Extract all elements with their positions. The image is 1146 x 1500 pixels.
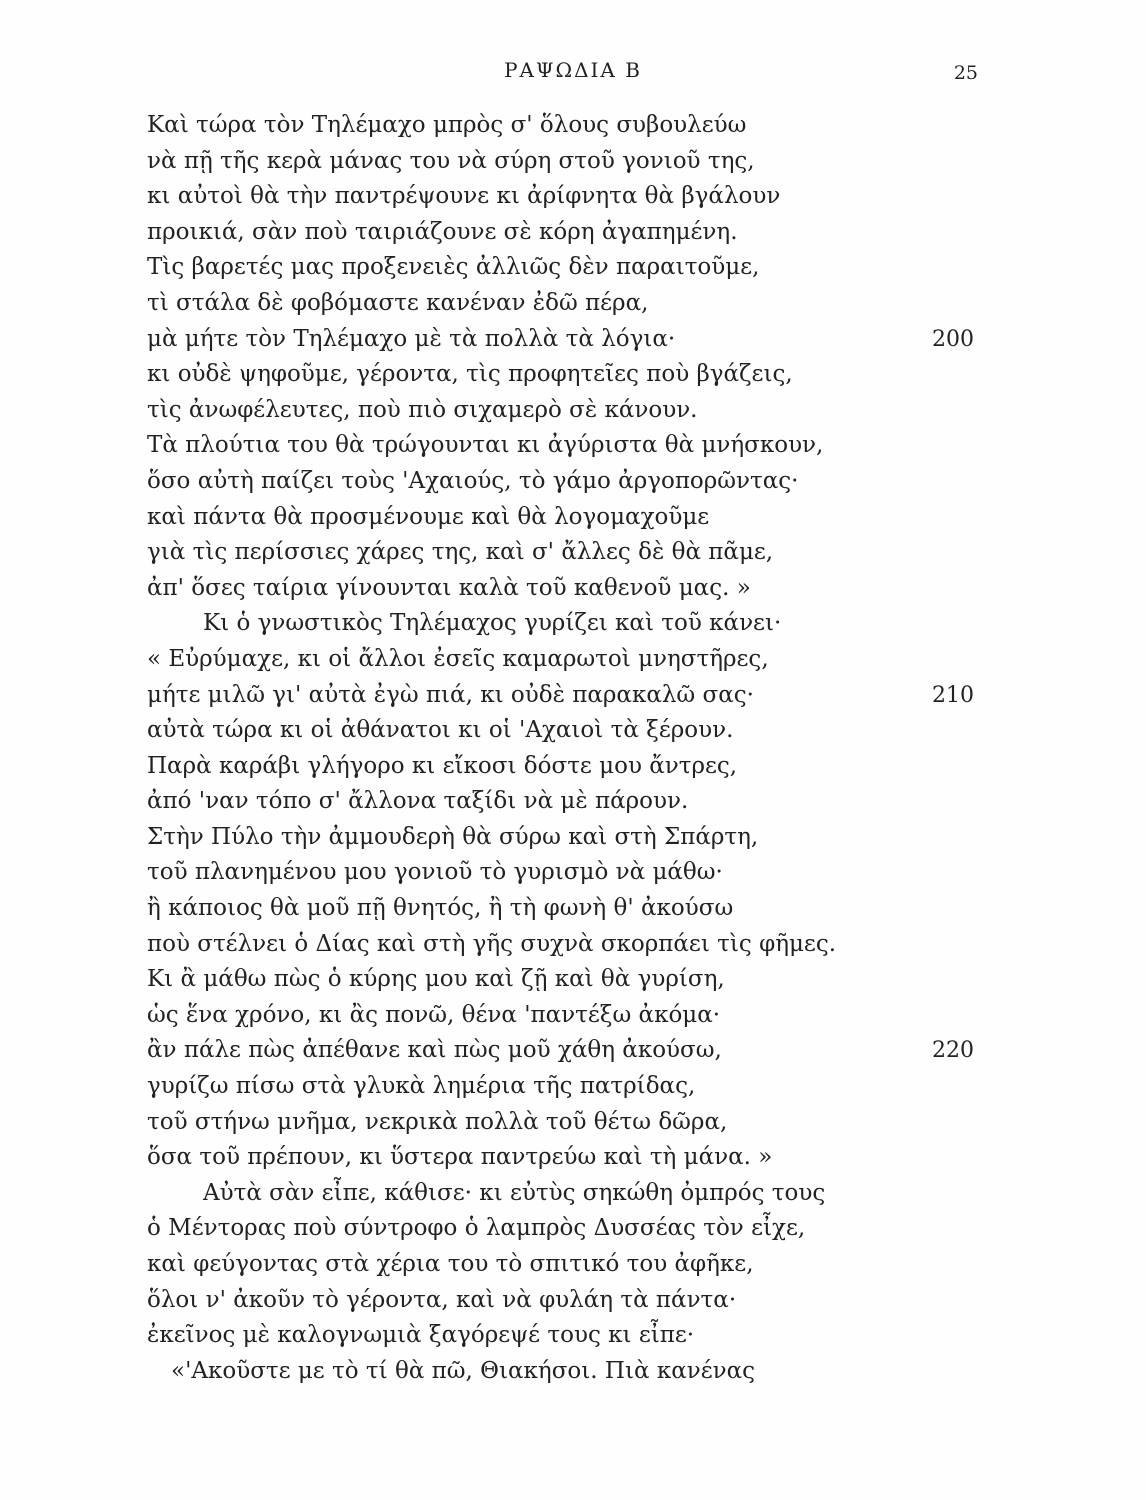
verse-text: ποὺ στέλνει ὁ Δίας καὶ στὴ γῆς συχνὰ σκορπάει τὶς φῆμες.	[147, 930, 837, 957]
verse-text: ὁ Μέντορας ποὺ σύντροφο ὁ λαμπρὸς Δυσσέας τὸν εἶχε,	[147, 1215, 806, 1242]
verse-text: κι οὐδὲ ψηφοῦμε, γέροντα, τὶς προφητεῖες ποὺ βγάζεις,	[147, 361, 793, 388]
verse-text: μὰ μήτε τὸν Τηλέμαχο μὲ τὰ πολλὰ τὰ λόγια·	[147, 325, 676, 352]
verse-line	[147, 500, 887, 536]
verse-text: μήτε μιλῶ γι' αὐτὰ ἐγὼ πιά, κι οὐδὲ παρακαλῶ σας·	[147, 681, 754, 708]
verse-line	[147, 713, 887, 749]
line-number: 200	[932, 326, 974, 352]
verse-text: προικιά, σὰν ποὺ ταιριάζουνε σὲ κόρη ἀγαπημένη.	[147, 218, 738, 245]
verse-line	[147, 891, 887, 927]
verse-line	[147, 642, 887, 678]
verse-line	[147, 108, 887, 144]
verse-line	[147, 1105, 887, 1141]
verse-text: τοῦ στήνω μνῆμα, νεκρικὰ πολλὰ τοῦ θέτω δῶρα,	[147, 1108, 728, 1135]
verse-text: ἀπό 'ναν τόπο σ' ἄλλονα ταξίδι νὰ μὲ πάρουν.	[147, 788, 689, 815]
running-title: ΡΑΨΩΔΙΑ Β	[504, 58, 642, 82]
verse-text: γυρίζω πίσω στὰ γλυκὰ λημέρια τῆς πατρίδας,	[147, 1073, 696, 1100]
verse-text: τὶ στάλα δὲ φοβόμαστε κανέναν ἐδῶ πέρα,	[147, 289, 649, 316]
verse-text: ἐκεῖνος μὲ καλογνωμιὰ ξαγόρεψέ τους κι εἶπε·	[147, 1322, 695, 1349]
verse-line	[147, 855, 887, 891]
verse-text: καὶ φεύγοντας στὰ χέρια του τὸ σπιτικό του ἀφῆκε,	[147, 1251, 754, 1277]
line-number: 220	[932, 1038, 974, 1064]
verse-text: «'Ακοῦστε με τὸ τί θὰ πῶ, Θιακήσοι. Πιὰ κανένας	[171, 1357, 756, 1384]
verse-line	[147, 464, 887, 500]
page-header	[0, 58, 1146, 88]
verse-text: ὡς ἕνα χρόνο, κι ἂς πονῶ, θένα 'παντέξω ἀκόμα·	[147, 1001, 721, 1028]
verse-text: Κι ἂ μάθω πὼς ὁ κύρης μου καὶ ζῇ καὶ θὰ γυρίση,	[147, 966, 725, 993]
poem-text	[147, 108, 974, 1389]
verse-text: καὶ πάντα θὰ προσμένουμε καὶ θὰ λογομαχοῦμε	[147, 503, 710, 530]
verse-line	[147, 1211, 887, 1247]
verse-text: ὅσο αὐτὴ παίζει τοὺς 'Αχαιούς, τὸ γάμο ἀργοπορῶντας·	[147, 467, 799, 494]
verse-text: νὰ πῇ τῆς κερὰ μάνας του νὰ σύρη στοῦ γονιοῦ της,	[147, 147, 755, 174]
verse-line	[147, 357, 887, 393]
verse-text: Τὰ πλούτια του θὰ τρώγουνται κι ἀγύριστα θὰ μνήσκουν,	[147, 432, 824, 459]
line-number: 210	[932, 682, 974, 708]
verse-text: αὐτὰ τώρα κι οἱ ἀθάνατοι κι οἱ 'Αχαιοὶ τὰ ξέρουν.	[147, 717, 734, 744]
verse-text: ἀπ' ὅσες ταίρια γίνουνται καλὰ τοῦ καθενοῦ μας. »	[147, 574, 751, 601]
verse-text: γιὰ τὶς περίσσιες χάρες της, καὶ σ' ἄλλες δὲ θὰ πᾶμε,	[147, 539, 774, 566]
verse-line	[147, 1318, 887, 1354]
verse-text: Κι ὁ γνωστικὸς Τηλέμαχος γυρίζει καὶ τοῦ κάνει·	[203, 610, 782, 637]
verse-text: ὅσα τοῦ πρέπουν, κι ὕστερα παντρεύω καὶ τὴ μάνα. »	[147, 1144, 773, 1171]
verse-line	[147, 215, 887, 251]
verse-text: τὶς ἀνωφέλευτες, ποὺ πιὸ σιχαμερὸ σὲ κάνουν.	[147, 396, 698, 423]
verse-text: τοῦ πλανημένου μου γονιοῦ τὸ γυρισμὸ νὰ μάθω·	[147, 859, 723, 886]
verse-line	[147, 678, 974, 714]
verse-line	[147, 927, 887, 963]
verse-line	[147, 1033, 974, 1069]
verse-line	[147, 179, 887, 215]
verse-line	[147, 571, 887, 607]
verse-line	[147, 1247, 887, 1283]
verse-line	[147, 962, 887, 998]
verse-text: Καὶ τώρα τὸν Τηλέμαχο μπρὸς σ' ὅλους συβουλεύω	[147, 112, 747, 138]
verse-line	[147, 998, 887, 1034]
verse-line	[147, 749, 887, 785]
verse-text: Αὐτὰ σὰν εἶπε, κάθισε· κι εὐτὺς σηκώθη ὀμπρός τους	[203, 1179, 826, 1206]
verse-text: ἢ κάποιος θὰ μοῦ πῇ θνητός, ἢ τὴ φωνὴ θ' ἀκούσω	[147, 895, 734, 922]
verse-line	[147, 820, 887, 856]
verse-line	[147, 606, 887, 642]
verse-line	[147, 1283, 887, 1319]
verse-line	[147, 1140, 887, 1176]
verse-line	[147, 1069, 887, 1105]
verse-text: Στὴν Πύλο τὴν ἀμμουδερὴ θὰ σύρω καὶ στὴ Σπάρτη,	[147, 823, 759, 850]
verse-line	[147, 784, 887, 820]
verse-line	[147, 1176, 887, 1212]
verse-line	[147, 250, 887, 286]
verse-line	[147, 144, 887, 180]
verse-line	[147, 1354, 887, 1390]
verse-text: « Εὐρύμαχε, κι οἱ ἄλλοι ἐσεῖς καμαρωτοὶ μνηστῆρες,	[147, 645, 769, 672]
verse-line	[147, 286, 887, 322]
verse-text: Τὶς βαρετές μας προξενειὲς ἀλλιῶς δὲν παραιτοῦμε,	[147, 254, 760, 281]
verse-text: ὅλοι ν' ἀκοῦν τὸ γέροντα, καὶ νὰ φυλάη τὰ πάντα·	[147, 1286, 737, 1313]
verse-line	[147, 428, 887, 464]
verse-text: Παρὰ καράβι γλήγορο κι εἴκοσι δόστε μου ἄντρες,	[147, 752, 738, 779]
verse-line	[147, 393, 887, 429]
verse-text: κι αὐτοὶ θὰ τὴν παντρέψουνε κι ἀρίφνητα θὰ βγάλουν	[147, 183, 781, 210]
verse-text: ἂν πάλε πὼς ἀπέθανε καὶ πὼς μοῦ χάθη ἀκούσω,	[147, 1037, 722, 1064]
verse-line	[147, 322, 974, 358]
page-number: 25	[953, 62, 978, 84]
verse-line	[147, 535, 887, 571]
